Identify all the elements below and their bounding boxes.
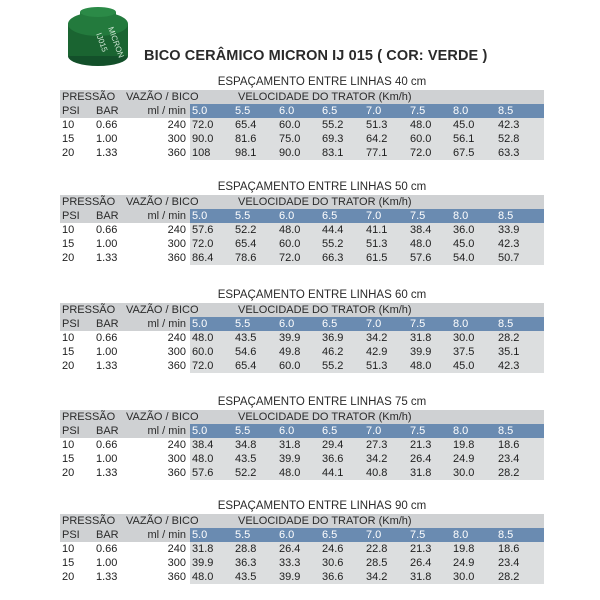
speed-header-cell: 6.5 <box>322 425 338 437</box>
header-bar: BAR <box>96 425 119 437</box>
cell-value: 42.3 <box>498 360 520 372</box>
cell-value: 40.8 <box>366 467 388 479</box>
cell-value: 90.0 <box>192 133 214 145</box>
cell-value: 90.0 <box>279 147 301 159</box>
cell-value: 48.0 <box>410 238 432 250</box>
speed-header-cell: 6.0 <box>279 529 295 541</box>
cell-value: 60.0 <box>279 238 301 250</box>
header-psi: PSI <box>62 529 80 541</box>
cell-psi: 15 <box>62 346 75 358</box>
speed-header-cell: 6.0 <box>279 105 295 117</box>
cell-value: 41.1 <box>366 224 388 236</box>
cell-bar: 0.66 <box>96 439 118 451</box>
cell-value: 31.8 <box>410 467 432 479</box>
cell-psi: 15 <box>62 238 75 250</box>
cell-value: 31.8 <box>410 332 432 344</box>
cell-value: 28.8 <box>235 543 257 555</box>
cell-psi: 10 <box>62 543 75 555</box>
header-row-groups <box>60 90 544 104</box>
speed-header-cell: 6.5 <box>322 529 338 541</box>
cell-bar: 1.33 <box>96 360 118 372</box>
speed-header-band <box>190 424 544 438</box>
cell-value: 52.8 <box>498 133 520 145</box>
values-band <box>190 438 544 452</box>
cell-ml-min: 360 <box>167 467 186 479</box>
cell-value: 29.4 <box>322 439 344 451</box>
values-band <box>190 331 544 345</box>
values-band <box>190 570 544 584</box>
cell-value: 36.0 <box>453 224 475 236</box>
cell-value: 43.5 <box>235 453 257 465</box>
cell-value: 69.3 <box>322 133 344 145</box>
header-row-groups <box>60 195 544 209</box>
speed-header-cell: 6.0 <box>279 425 295 437</box>
table-row <box>60 118 544 132</box>
cell-psi: 20 <box>62 571 75 583</box>
speed-header-cell: 6.5 <box>322 105 338 117</box>
cell-value: 56.1 <box>453 133 475 145</box>
table-caption: ESPAÇAMENTO ENTRE LINHAS 75 cm <box>217 396 427 408</box>
cell-bar: 1.33 <box>96 467 118 479</box>
table-row <box>60 466 544 480</box>
table-row <box>60 570 544 584</box>
header-vazao: VAZÃO / BICO <box>126 304 199 316</box>
table-row <box>60 452 544 466</box>
speed-header-band <box>190 104 544 118</box>
cell-value: 52.2 <box>235 467 257 479</box>
table-row <box>60 359 544 373</box>
header-bar: BAR <box>96 318 119 330</box>
cell-ml-min: 360 <box>167 252 186 264</box>
cell-ml-min: 300 <box>167 557 186 569</box>
header-velocidade: VELOCIDADE DO TRATOR (Km/h) <box>238 304 412 316</box>
page-header <box>0 0 600 78</box>
header-row-groups <box>60 303 544 317</box>
values-band <box>190 542 544 556</box>
cell-value: 31.8 <box>410 571 432 583</box>
cell-value: 45.0 <box>453 360 475 372</box>
cell-value: 34.2 <box>366 453 388 465</box>
cell-value: 48.0 <box>279 224 301 236</box>
spacing-table <box>60 500 544 584</box>
cell-ml-min: 240 <box>167 224 186 236</box>
header-pressao: PRESSÃO <box>62 411 116 423</box>
cell-value: 31.8 <box>192 543 214 555</box>
header-bar: BAR <box>96 529 119 541</box>
table-caption: ESPAÇAMENTO ENTRE LINHAS 40 cm <box>217 76 427 88</box>
cell-value: 23.4 <box>498 557 520 569</box>
cell-bar: 0.66 <box>96 543 118 555</box>
cell-value: 55.2 <box>322 119 344 131</box>
spacing-table <box>60 76 544 160</box>
cell-value: 48.0 <box>192 571 214 583</box>
cell-value: 67.5 <box>453 147 475 159</box>
header-pressao: PRESSÃO <box>62 515 116 527</box>
cell-value: 54.6 <box>235 346 257 358</box>
cell-value: 63.3 <box>498 147 520 159</box>
cell-value: 36.6 <box>322 571 344 583</box>
speed-header-cell: 7.0 <box>366 425 382 437</box>
cell-value: 34.8 <box>235 439 257 451</box>
cell-value: 48.0 <box>192 453 214 465</box>
header-psi: PSI <box>62 318 80 330</box>
cell-value: 48.0 <box>410 360 432 372</box>
cell-value: 33.3 <box>279 557 301 569</box>
speed-header-cell: 5.5 <box>235 105 251 117</box>
speed-header-cell: 8.0 <box>453 318 469 330</box>
values-band <box>190 452 544 466</box>
cell-value: 23.4 <box>498 453 520 465</box>
header-velocidade: VELOCIDADE DO TRATOR (Km/h) <box>238 91 412 103</box>
cell-psi: 15 <box>62 453 75 465</box>
speed-header-cell: 7.5 <box>410 318 426 330</box>
header-pressao: PRESSÃO <box>62 91 116 103</box>
cell-value: 28.2 <box>498 467 520 479</box>
cell-value: 36.9 <box>322 332 344 344</box>
header-ml-min: ml / min <box>147 425 186 437</box>
speed-header-cell: 8.0 <box>453 105 469 117</box>
cell-value: 38.4 <box>192 439 214 451</box>
cell-value: 28.2 <box>498 332 520 344</box>
speed-header-cell: 7.0 <box>366 318 382 330</box>
cell-value: 98.1 <box>235 147 257 159</box>
cell-value: 64.2 <box>366 133 388 145</box>
speed-header-cell: 8.5 <box>498 210 514 222</box>
speed-header-cell: 7.5 <box>410 425 426 437</box>
header-ml-min: ml / min <box>147 318 186 330</box>
header-row-groups <box>60 410 544 424</box>
values-band <box>190 556 544 570</box>
speed-header-cell: 7.5 <box>410 529 426 541</box>
speed-header-cell: 5.5 <box>235 318 251 330</box>
cell-value: 42.3 <box>498 238 520 250</box>
speed-header-cell: 7.0 <box>366 105 382 117</box>
header-row-units <box>60 528 544 542</box>
cell-value: 42.3 <box>498 119 520 131</box>
cell-value: 72.0 <box>192 119 214 131</box>
cell-psi: 10 <box>62 224 75 236</box>
cell-value: 86.4 <box>192 252 214 264</box>
cell-ml-min: 360 <box>167 360 186 372</box>
cell-value: 33.9 <box>498 224 520 236</box>
cell-value: 26.4 <box>410 557 432 569</box>
header-pressao: PRESSÃO <box>62 304 116 316</box>
cell-ml-min: 240 <box>167 119 186 131</box>
cell-value: 39.9 <box>192 557 214 569</box>
cell-value: 55.2 <box>322 360 344 372</box>
cell-ml-min: 300 <box>167 238 186 250</box>
speed-header-cell: 5.0 <box>192 318 208 330</box>
cell-psi: 20 <box>62 147 75 159</box>
speed-header-cell: 8.5 <box>498 425 514 437</box>
cell-value: 48.0 <box>410 119 432 131</box>
values-band <box>190 132 544 146</box>
cell-bar: 1.33 <box>96 252 118 264</box>
header-bar: BAR <box>96 105 119 117</box>
speed-header-band <box>190 528 544 542</box>
cell-value: 39.9 <box>279 571 301 583</box>
cell-value: 78.6 <box>235 252 257 264</box>
table-row <box>60 556 544 570</box>
cell-bar: 1.00 <box>96 453 118 465</box>
cell-psi: 20 <box>62 252 75 264</box>
cell-value: 61.5 <box>366 252 388 264</box>
cell-value: 19.8 <box>453 543 475 555</box>
cell-value: 60.0 <box>279 360 301 372</box>
cell-value: 72.0 <box>192 238 214 250</box>
values-band <box>190 146 544 160</box>
cell-value: 48.0 <box>192 332 214 344</box>
cell-value: 81.6 <box>235 133 257 145</box>
cell-ml-min: 240 <box>167 439 186 451</box>
nozzle-label-2: IJ015 <box>94 31 110 54</box>
table-caption: ESPAÇAMENTO ENTRE LINHAS 60 cm <box>217 289 427 301</box>
speed-header-cell: 8.5 <box>498 529 514 541</box>
nozzle-icon <box>58 6 138 70</box>
cell-value: 77.1 <box>366 147 388 159</box>
speed-header-cell: 5.5 <box>235 210 251 222</box>
cell-ml-min: 360 <box>167 571 186 583</box>
nozzle-label-1: MICRON <box>106 25 126 60</box>
cell-value: 19.8 <box>453 439 475 451</box>
speed-header-band <box>190 317 544 331</box>
cell-value: 22.8 <box>366 543 388 555</box>
header-ml-min: ml / min <box>147 105 186 117</box>
header-vazao: VAZÃO / BICO <box>126 196 199 208</box>
cell-value: 34.2 <box>366 332 388 344</box>
speed-header-cell: 7.0 <box>366 529 382 541</box>
cell-value: 24.9 <box>453 453 475 465</box>
spacing-table <box>60 289 544 373</box>
cell-value: 37.5 <box>453 346 475 358</box>
cell-value: 36.3 <box>235 557 257 569</box>
speed-header-cell: 8.0 <box>453 425 469 437</box>
speed-header-cell: 8.5 <box>498 318 514 330</box>
cell-value: 50.7 <box>498 252 520 264</box>
page-title: BICO CERÂMICO MICRON IJ 015 ( COR: VERDE ) <box>144 48 488 64</box>
cell-value: 30.6 <box>322 557 344 569</box>
cell-value: 30.0 <box>453 571 475 583</box>
cell-psi: 15 <box>62 557 75 569</box>
cell-value: 45.0 <box>453 119 475 131</box>
cell-value: 65.4 <box>235 119 257 131</box>
cell-value: 60.0 <box>192 346 214 358</box>
cell-psi: 10 <box>62 119 75 131</box>
cell-ml-min: 240 <box>167 543 186 555</box>
cell-value: 24.9 <box>453 557 475 569</box>
header-vazao: VAZÃO / BICO <box>126 91 199 103</box>
speed-header-cell: 6.0 <box>279 318 295 330</box>
values-band <box>190 359 544 373</box>
table-row <box>60 146 544 160</box>
cell-value: 57.6 <box>410 252 432 264</box>
table-row <box>60 132 544 146</box>
cell-value: 45.0 <box>453 238 475 250</box>
values-band <box>190 223 544 237</box>
cell-value: 39.9 <box>410 346 432 358</box>
spacing-table <box>60 181 544 265</box>
header-psi: PSI <box>62 210 80 222</box>
cell-value: 51.3 <box>366 360 388 372</box>
cell-bar: 1.33 <box>96 147 118 159</box>
table-row <box>60 345 544 359</box>
speed-header-cell: 6.5 <box>322 318 338 330</box>
table-row <box>60 438 544 452</box>
header-velocidade: VELOCIDADE DO TRATOR (Km/h) <box>238 515 412 527</box>
cell-psi: 10 <box>62 439 75 451</box>
header-velocidade: VELOCIDADE DO TRATOR (Km/h) <box>238 411 412 423</box>
header-row-units <box>60 317 544 331</box>
header-row-units <box>60 209 544 223</box>
cell-value: 72.0 <box>279 252 301 264</box>
table-row <box>60 237 544 251</box>
cell-bar: 0.66 <box>96 119 118 131</box>
header-row-units <box>60 424 544 438</box>
cell-value: 28.2 <box>498 571 520 583</box>
header-psi: PSI <box>62 105 80 117</box>
cell-psi: 20 <box>62 467 75 479</box>
cell-value: 57.6 <box>192 224 214 236</box>
speed-header-band <box>190 209 544 223</box>
cell-value: 28.5 <box>366 557 388 569</box>
cell-bar: 1.00 <box>96 238 118 250</box>
header-psi: PSI <box>62 425 80 437</box>
cell-value: 108 <box>192 147 211 159</box>
cell-value: 51.3 <box>366 238 388 250</box>
cell-value: 30.0 <box>453 467 475 479</box>
cell-value: 26.4 <box>410 453 432 465</box>
cell-value: 24.6 <box>322 543 344 555</box>
cell-value: 60.0 <box>279 119 301 131</box>
cell-value: 21.3 <box>410 543 432 555</box>
header-row-units <box>60 104 544 118</box>
speed-header-cell: 5.0 <box>192 105 208 117</box>
cell-value: 72.0 <box>192 360 214 372</box>
spacing-table <box>60 396 544 480</box>
cell-value: 39.9 <box>279 332 301 344</box>
cell-value: 26.4 <box>279 543 301 555</box>
speed-header-cell: 7.5 <box>410 210 426 222</box>
cell-ml-min: 300 <box>167 346 186 358</box>
cell-value: 31.8 <box>279 439 301 451</box>
speed-header-cell: 8.0 <box>453 210 469 222</box>
cell-value: 48.0 <box>279 467 301 479</box>
cell-bar: 0.66 <box>96 224 118 236</box>
cell-ml-min: 240 <box>167 332 186 344</box>
cell-value: 42.9 <box>366 346 388 358</box>
values-band <box>190 251 544 265</box>
header-ml-min: ml / min <box>147 210 186 222</box>
cell-psi: 15 <box>62 133 75 145</box>
cell-value: 44.1 <box>322 467 344 479</box>
speed-header-cell: 5.0 <box>192 425 208 437</box>
cell-bar: 0.66 <box>96 332 118 344</box>
cell-psi: 10 <box>62 332 75 344</box>
cell-value: 49.8 <box>279 346 301 358</box>
cell-value: 30.0 <box>453 332 475 344</box>
cell-value: 27.3 <box>366 439 388 451</box>
cell-value: 18.6 <box>498 543 520 555</box>
cell-value: 51.3 <box>366 119 388 131</box>
table-caption: ESPAÇAMENTO ENTRE LINHAS 90 cm <box>217 500 427 512</box>
table-caption: ESPAÇAMENTO ENTRE LINHAS 50 cm <box>217 181 427 193</box>
cell-value: 18.6 <box>498 439 520 451</box>
speed-header-cell: 6.0 <box>279 210 295 222</box>
cell-bar: 1.00 <box>96 557 118 569</box>
header-pressao: PRESSÃO <box>62 196 116 208</box>
cell-value: 72.0 <box>410 147 432 159</box>
table-row <box>60 251 544 265</box>
table-row <box>60 223 544 237</box>
cell-ml-min: 360 <box>167 147 186 159</box>
cell-value: 65.4 <box>235 238 257 250</box>
cell-value: 36.6 <box>322 453 344 465</box>
table-row <box>60 331 544 345</box>
speed-header-cell: 5.5 <box>235 425 251 437</box>
cell-value: 44.4 <box>322 224 344 236</box>
cell-value: 83.1 <box>322 147 344 159</box>
cell-value: 38.4 <box>410 224 432 236</box>
speed-header-cell: 7.0 <box>366 210 382 222</box>
cell-value: 34.2 <box>366 571 388 583</box>
speed-header-cell: 6.5 <box>322 210 338 222</box>
speed-header-cell: 7.5 <box>410 105 426 117</box>
cell-value: 60.0 <box>410 133 432 145</box>
header-bar: BAR <box>96 210 119 222</box>
header-vazao: VAZÃO / BICO <box>126 515 199 527</box>
speed-header-cell: 8.5 <box>498 105 514 117</box>
values-band <box>190 345 544 359</box>
speed-header-cell: 8.0 <box>453 529 469 541</box>
cell-value: 39.9 <box>279 453 301 465</box>
cell-ml-min: 300 <box>167 133 186 145</box>
cell-bar: 1.00 <box>96 133 118 145</box>
cell-bar: 1.00 <box>96 346 118 358</box>
speed-header-cell: 5.5 <box>235 529 251 541</box>
cell-ml-min: 300 <box>167 453 186 465</box>
values-band <box>190 118 544 132</box>
cell-value: 57.6 <box>192 467 214 479</box>
cell-value: 21.3 <box>410 439 432 451</box>
cell-psi: 20 <box>62 360 75 372</box>
header-vazao: VAZÃO / BICO <box>126 411 199 423</box>
cell-value: 54.0 <box>453 252 475 264</box>
cell-value: 46.2 <box>322 346 344 358</box>
cell-value: 35.1 <box>498 346 520 358</box>
cell-bar: 1.33 <box>96 571 118 583</box>
cell-value: 43.5 <box>235 571 257 583</box>
header-velocidade: VELOCIDADE DO TRATOR (Km/h) <box>238 196 412 208</box>
values-band <box>190 466 544 480</box>
cell-value: 43.5 <box>235 332 257 344</box>
cell-value: 65.4 <box>235 360 257 372</box>
header-ml-min: ml / min <box>147 529 186 541</box>
speed-header-cell: 5.0 <box>192 210 208 222</box>
cell-value: 66.3 <box>322 252 344 264</box>
cell-value: 75.0 <box>279 133 301 145</box>
header-row-groups <box>60 514 544 528</box>
values-band <box>190 237 544 251</box>
cell-value: 55.2 <box>322 238 344 250</box>
speed-header-cell: 5.0 <box>192 529 208 541</box>
cell-value: 52.2 <box>235 224 257 236</box>
table-row <box>60 542 544 556</box>
